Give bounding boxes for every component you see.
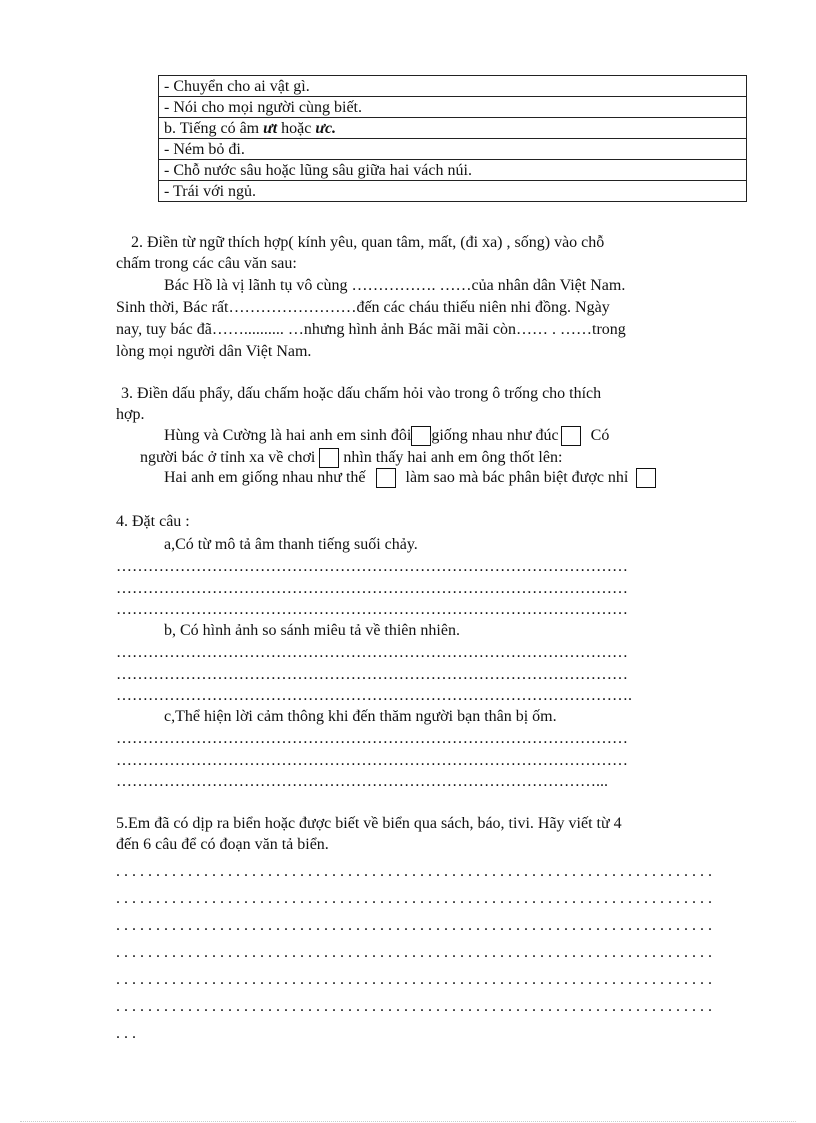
- answer-box-3[interactable]: [319, 448, 339, 468]
- table-cell: - Chuyển cho ai vật gì.: [159, 76, 747, 97]
- answer-line[interactable]: ……………………………………………………………………………………: [116, 580, 628, 597]
- table-row: [159, 181, 747, 202]
- table-row: [159, 139, 747, 160]
- table-cell: - Ném bỏ đi.: [159, 139, 747, 160]
- q3-passage-line2: [140, 448, 562, 468]
- emphasis-ut: ưt: [263, 119, 278, 137]
- q3-p2b: nhìn thấy hai anh em ông thốt lên:: [343, 449, 563, 466]
- answer-line[interactable]: . . . . . . . . . . . . . . . . . . . . . . . . . . . . . . . . . . . . . . . . . . . . . . . . . . . . . . . . . . . . . . . . . . . . . . . . . . .: [116, 998, 712, 1015]
- q4-title: 4. Đặt câu :: [116, 513, 190, 530]
- answer-line-tail[interactable]: . . .: [116, 1025, 136, 1042]
- q2-line4: Sinh thời, Bác rất……………………đến các cháu thiếu niên nhi đồng. Ngày: [116, 299, 610, 316]
- q3-passage-line3: [164, 468, 656, 488]
- cell-mid: hoặc: [277, 119, 316, 137]
- table-cell: - Trái với ngủ.: [159, 181, 747, 202]
- answer-line[interactable]: . . . . . . . . . . . . . . . . . . . . . . . . . . . . . . . . . . . . . . . . . . . . . . . . . . . . . . . . . . . . . . . . . . . . . . . . . . .: [116, 917, 712, 934]
- q5-line2: đến 6 câu để có đoạn văn tả biển.: [116, 836, 329, 853]
- q3-p1a: Hùng và Cường là hai anh em sinh đôi: [164, 427, 412, 444]
- q4-prompt-a: a,Có từ mô tả âm thanh tiếng suối chảy.: [164, 536, 418, 553]
- emphasis-uc: ưc.: [315, 119, 337, 137]
- answer-line[interactable]: ……………………………………………………………………………………: [116, 666, 628, 683]
- q2-line1: 2. Điền từ ngữ thích hợp( kính yêu, quan tâm, mất, (đi xa) , sống) vào chỗ: [131, 234, 605, 251]
- answer-box-1[interactable]: [411, 426, 431, 446]
- answer-line[interactable]: . . . . . . . . . . . . . . . . . . . . . . . . . . . . . . . . . . . . . . . . . . . . . . . . . . . . . . . . . . . . . . . . . . . . . . . . . . .: [116, 863, 712, 880]
- page-bottom-divider: [20, 1121, 796, 1122]
- q2-line2: chấm trong các câu văn sau:: [116, 255, 297, 272]
- q3-line1: 3. Điền dấu phẩy, dấu chấm hoặc dấu chấm hỏi vào trong ô trống cho thích: [121, 385, 602, 402]
- answer-line[interactable]: . . . . . . . . . . . . . . . . . . . . . . . . . . . . . . . . . . . . . . . . . . . . . . . . . . . . . . . . . . . . . . . . . . . . . . . . . . .: [116, 944, 712, 961]
- table-row: [159, 160, 747, 181]
- q2-line3: Bác Hồ là vị lãnh tụ vô cùng ……………. ……của nhân dân Việt Nam.: [164, 277, 626, 294]
- q3-line2: hợp.: [116, 406, 145, 423]
- table-cell: - Nói cho mọi người cùng biết.: [159, 97, 747, 118]
- q4-prompt-b: b, Có hình ảnh so sánh miêu tả về thiên nhiên.: [164, 622, 460, 639]
- q3-p3a: Hai anh em giống nhau như thế: [164, 469, 366, 486]
- table-row: [159, 118, 747, 139]
- q4-prompt-c: c,Thể hiện lời cảm thông khi đến thăm người bạn thân bị ốm.: [164, 708, 557, 725]
- q3-p3b: làm sao mà bác phân biệt được nhỉ: [405, 469, 629, 486]
- answer-line[interactable]: . . . . . . . . . . . . . . . . . . . . . . . . . . . . . . . . . . . . . . . . . . . . . . . . . . . . . . . . . . . . . . . . . . . . . . . . . . .: [116, 971, 712, 988]
- cell-prefix: b. Tiếng có âm: [164, 119, 264, 137]
- answer-box-5[interactable]: [636, 468, 656, 488]
- answer-box-2[interactable]: [561, 426, 581, 446]
- answer-line[interactable]: ……………………………………………………………………………………: [116, 558, 628, 575]
- answer-line[interactable]: ………………………………………………………………………………...: [116, 773, 608, 790]
- q3-p1b: giống nhau như đúc: [431, 427, 559, 444]
- q3-p2a: người bác ở tỉnh xa về chơi: [140, 449, 316, 466]
- table-row: [159, 76, 747, 97]
- q3-p1c: Có: [590, 427, 610, 444]
- q5-line1: 5.Em đã có dịp ra biển hoặc được biết về biển qua sách, báo, tivi. Hãy viết từ 4: [116, 815, 622, 832]
- answer-line[interactable]: ……………………………………………………………………………………: [116, 644, 628, 661]
- table-cell-section-b: [159, 118, 747, 139]
- answer-line[interactable]: ……………………………………………………………………………………: [116, 601, 628, 618]
- q3-passage-line1: [164, 426, 609, 446]
- answer-line[interactable]: . . . . . . . . . . . . . . . . . . . . . . . . . . . . . . . . . . . . . . . . . . . . . . . . . . . . . . . . . . . . . . . . . . . . . . . . . . .: [116, 890, 712, 907]
- answer-line[interactable]: ……………………………………………………………………………………: [116, 730, 628, 747]
- q2-line6: lòng mọi người dân Việt Nam.: [116, 343, 312, 360]
- vocabulary-table: [158, 75, 747, 202]
- table-row: [159, 97, 747, 118]
- table-cell: - Chỗ nước sâu hoặc lũng sâu giữa hai vách núi.: [159, 160, 747, 181]
- answer-line[interactable]: …………………………………………………………………………………….: [116, 687, 632, 704]
- answer-box-4[interactable]: [376, 468, 396, 488]
- answer-line[interactable]: ……………………………………………………………………………………: [116, 752, 628, 769]
- q2-line5: nay, tuy bác đã…….......... …nhưng hình ảnh Bác mãi mãi còn…… . ……trong: [116, 321, 626, 338]
